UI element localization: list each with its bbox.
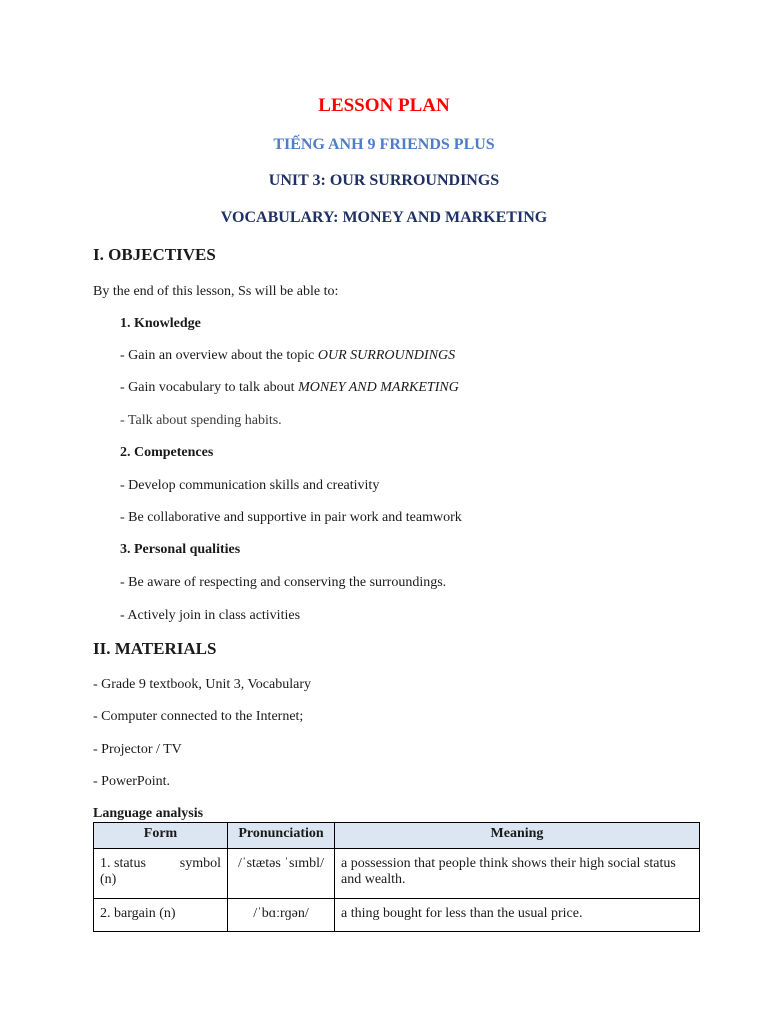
table-row [94, 849, 700, 899]
materials-item: - Grade 9 textbook, Unit 3, Vocabulary [93, 677, 311, 692]
form-part-of-speech: (n) [100, 872, 117, 887]
meaning-cell: a thing bought for less than the usual price. [335, 899, 700, 932]
objectives-heading: I. OBJECTIVES [93, 245, 216, 264]
lesson-plan-title: LESSON PLAN [318, 95, 450, 116]
knowledge-item-1 [120, 348, 455, 364]
meaning-cell: a possession that people think shows their high social status and wealth. [335, 849, 700, 899]
knowledge-item-1-text: - Gain an overview about the topic [120, 348, 318, 363]
knowledge-item-2 [120, 380, 459, 396]
course-title: TIẾNG ANH 9 FRIENDS PLUS [273, 136, 495, 153]
lesson-title: VOCABULARY: MONEY AND MARKETING [220, 209, 548, 226]
pronunciation-cell: /ˈstætəs ˈsɪmbl/ [228, 849, 335, 899]
form-cell [94, 849, 228, 899]
objectives-intro: By the end of this lesson, Ss will be able to: [93, 284, 339, 299]
competences-subheading: 2. Competences [120, 445, 214, 460]
column-header-pronunciation: Pronunciation [228, 823, 335, 849]
qualities-subheading: 3. Personal qualities [120, 542, 241, 557]
competences-item-1: - Develop communication skills and creativity [120, 478, 380, 493]
pronunciation-cell: /ˈbɑːrɡən/ [228, 899, 335, 932]
form-word: 1. status [100, 856, 146, 871]
competences-item-2: - Be collaborative and supportive in pair work and teamwork [120, 510, 462, 525]
knowledge-item-3: - Talk about spending habits. [120, 413, 282, 428]
materials-heading: II. MATERIALS [93, 639, 217, 658]
table-row [94, 899, 700, 932]
unit-title: UNIT 3: OUR SURROUNDINGS [268, 172, 500, 189]
knowledge-item-2-topic: MONEY AND MARKETING [298, 380, 459, 395]
qualities-item-1: - Be aware of respecting and conserving the surroundings. [120, 575, 447, 590]
language-analysis-table [93, 822, 700, 932]
form-cell: 2. bargain (n) [94, 899, 228, 932]
knowledge-item-2-text: - Gain vocabulary to talk about [120, 380, 299, 395]
materials-item: - Computer connected to the Internet; [93, 709, 304, 724]
language-analysis-caption: Language analysis [93, 806, 204, 821]
form-word: symbol [179, 856, 221, 871]
column-header-form: Form [94, 823, 228, 849]
knowledge-item-1-topic: OUR SURROUNDINGS [317, 348, 456, 363]
qualities-item-2: - Actively join in class activities [120, 608, 301, 623]
column-header-meaning: Meaning [335, 823, 700, 849]
materials-item: - Projector / TV [93, 742, 182, 757]
knowledge-subheading: 1. Knowledge [120, 316, 201, 331]
table-header-row [94, 823, 700, 849]
materials-item: - PowerPoint. [93, 774, 170, 789]
